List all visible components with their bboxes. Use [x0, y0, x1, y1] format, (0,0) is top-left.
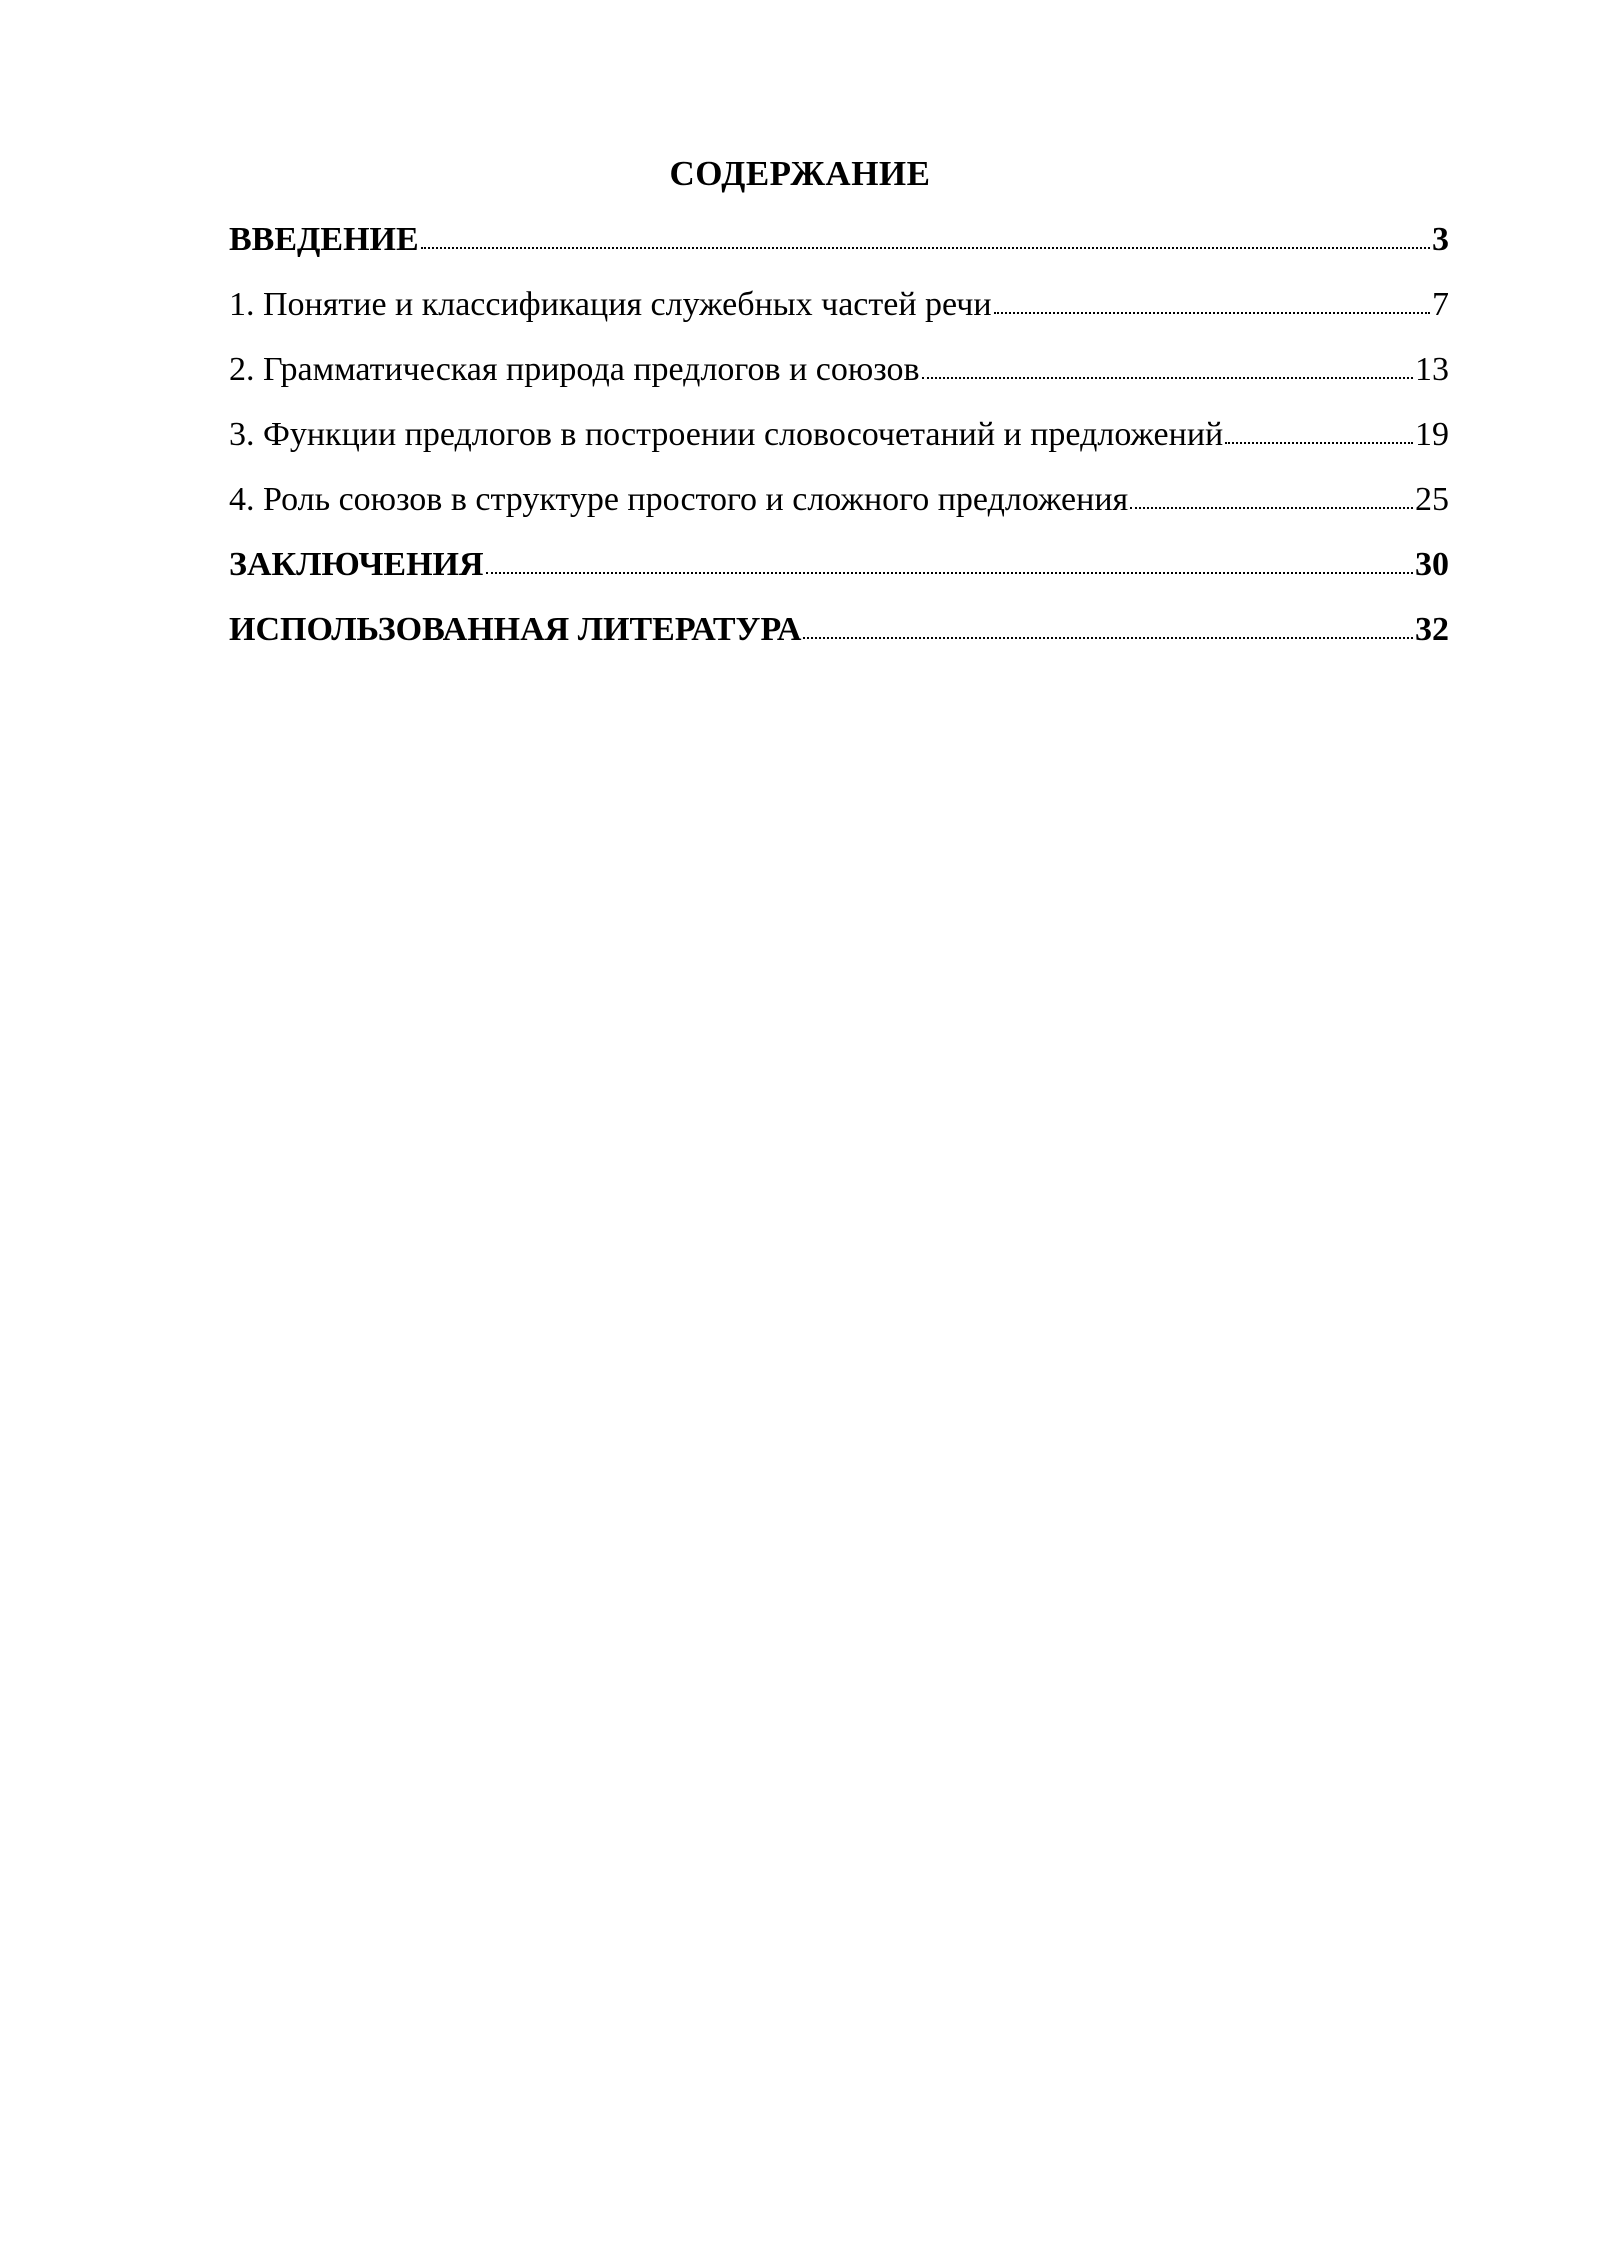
- toc-entry-text: ЗАКЛЮЧЕНИЯ: [229, 546, 484, 583]
- toc-entry-text: 2. Грамматическая природа предлогов и союзов: [229, 351, 920, 388]
- toc-entry-text: ИСПОЛЬЗОВАННАЯ ЛИТЕРАТУРА: [229, 611, 802, 648]
- toc-entry-references: [229, 606, 1449, 671]
- toc-entry-chapter-2: [229, 346, 1449, 411]
- toc-entry-text: 4. Роль союзов в структуре простого и сложного предложения: [229, 481, 1129, 518]
- dot-leader: [922, 375, 1413, 379]
- toc-entry-chapter-4: [229, 476, 1449, 541]
- toc-entry-text: 1. Понятие и классификация служебных частей речи: [229, 286, 992, 323]
- toc-entry-introduction: [229, 216, 1449, 281]
- toc-entry-text: 3. Функции предлогов в построении словосочетаний и предложений: [229, 416, 1224, 453]
- toc-entry-chapter-3: [229, 411, 1449, 476]
- table-of-contents: [229, 216, 1449, 671]
- toc-title: СОДЕРЖАНИЕ: [669, 154, 931, 193]
- dot-leader: [803, 635, 1413, 639]
- toc-entry-page: 3: [1432, 221, 1449, 258]
- toc-entry-page: 30: [1415, 546, 1449, 583]
- toc-entry-page: 13: [1415, 351, 1449, 388]
- dot-leader: [994, 310, 1430, 314]
- dot-leader: [1225, 440, 1413, 444]
- toc-entry-page: 32: [1415, 611, 1449, 648]
- toc-entry-text: ВВЕДЕНИЕ: [229, 221, 419, 258]
- dot-leader: [486, 570, 1413, 574]
- toc-entry-page: 19: [1415, 416, 1449, 453]
- toc-entry-page: 7: [1432, 286, 1449, 323]
- toc-entry-page: 25: [1415, 481, 1449, 518]
- toc-entry-conclusion: [229, 541, 1449, 606]
- toc-entry-chapter-1: [229, 281, 1449, 346]
- dot-leader: [1130, 505, 1413, 509]
- dot-leader: [421, 245, 1430, 249]
